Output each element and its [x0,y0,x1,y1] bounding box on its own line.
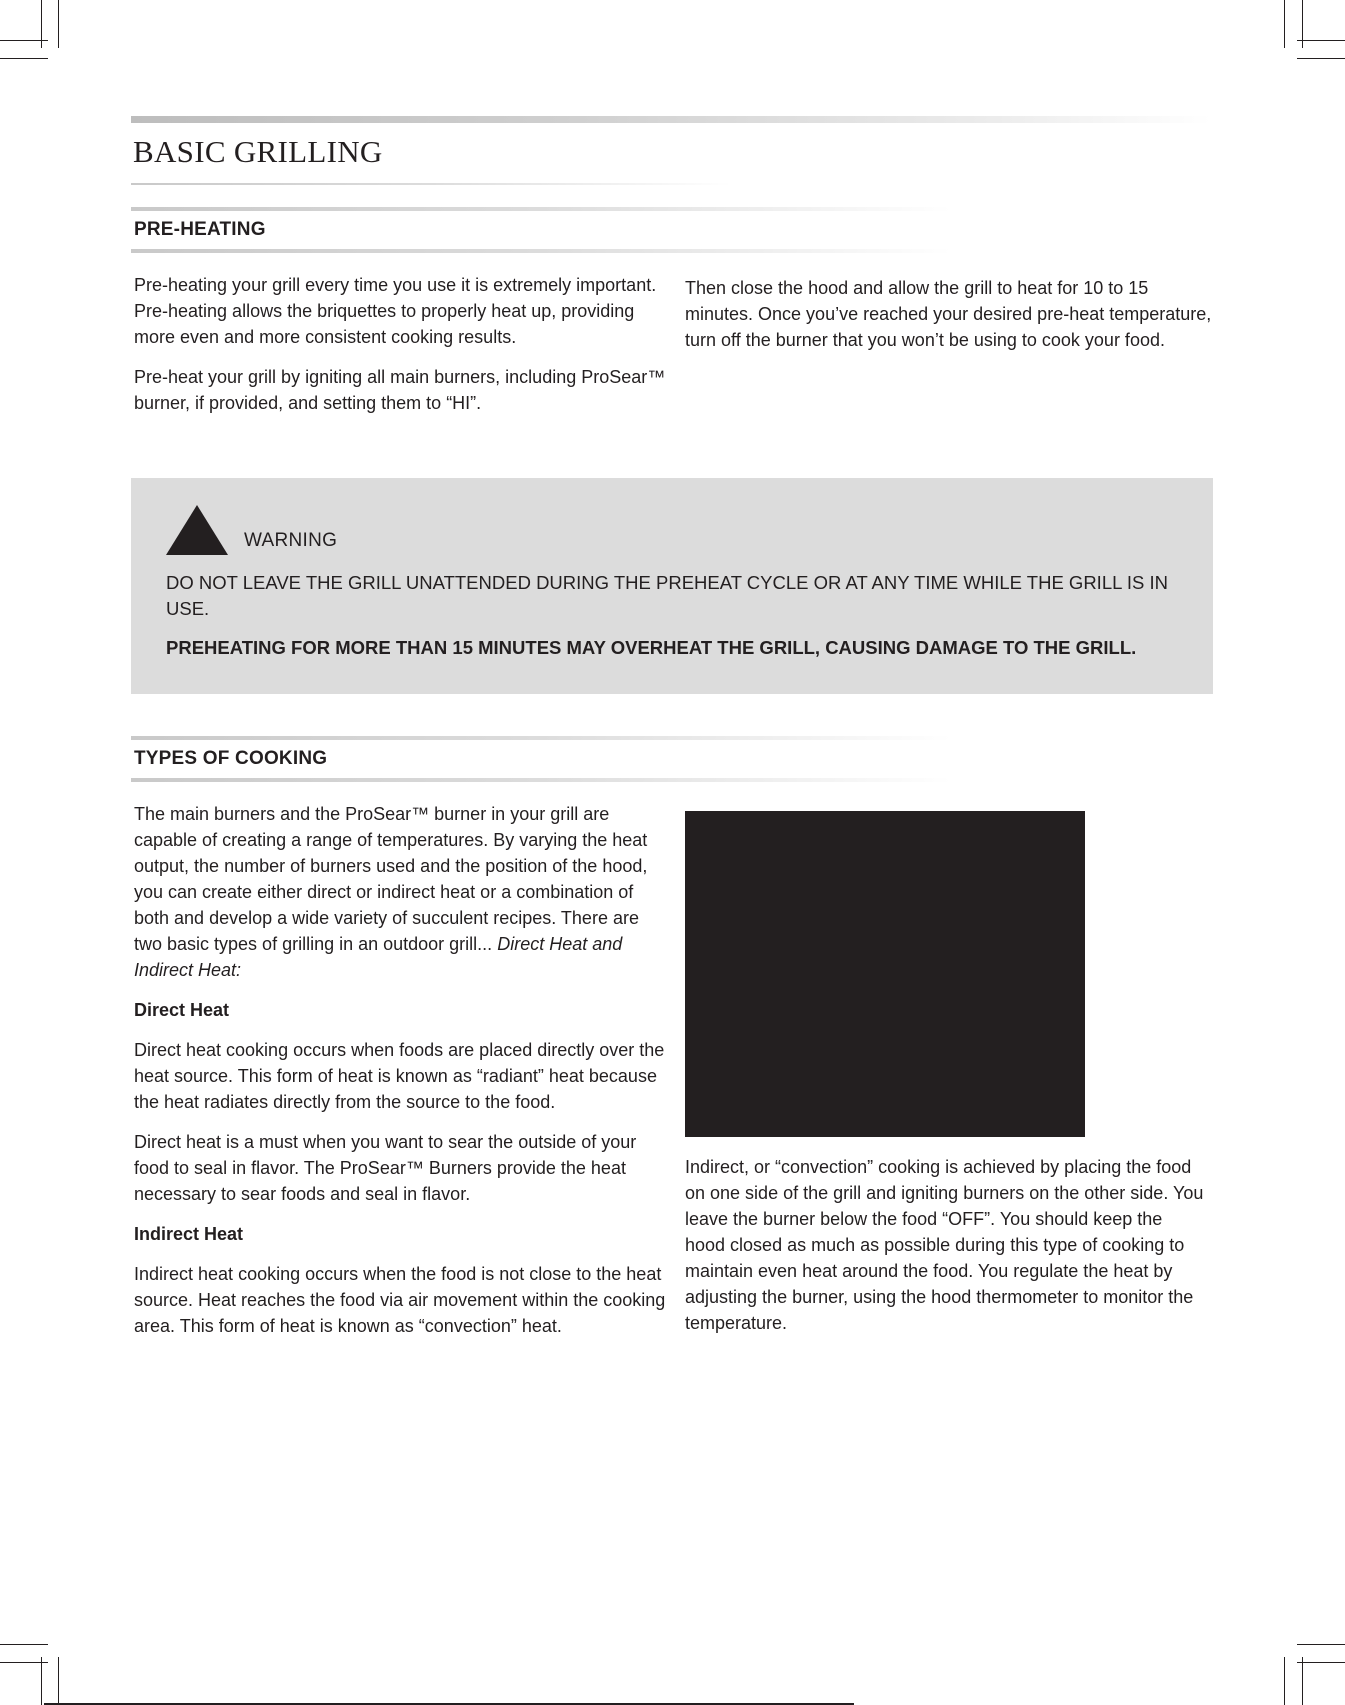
section-rule [131,207,951,211]
paragraph: Direct heat cooking occurs when foods are placed directly over the heat source. This form of heat is known as “radiant” heat because the heat radiates directly from the source to the food. [134,1040,665,1112]
crop-mark [41,1657,42,1705]
preheating-right-column [685,275,1215,367]
crop-mark [0,58,48,59]
crop-mark [58,0,59,48]
preheating-left-column [134,272,669,430]
warning-label: WARNING [244,530,338,551]
types-right-column [685,1154,1205,1350]
crop-mark [0,1644,48,1645]
title-rule-bottom [131,183,731,185]
title-rule-top [131,116,1211,123]
section-rule [131,249,951,253]
crop-mark [1297,40,1345,41]
warning-triangle-icon [164,503,230,557]
warning-box [131,478,1213,694]
crop-mark [1297,1662,1345,1663]
indirect-heat-heading: Indirect Heat [134,1224,244,1244]
direct-heat-heading: Direct Heat [134,1000,230,1020]
preheating-heading: PRE-HEATING [134,219,266,240]
section-rule [131,778,951,782]
paragraph [134,801,669,983]
types-heading: TYPES OF COOKING [134,748,328,769]
warning-text: DO NOT LEAVE THE GRILL UNATTENDED DURING THE PREHEAT CYCLE OR AT ANY TIME WHILE THE GRILL IS IN USE. [166,572,1168,619]
paragraph: Indirect heat cooking occurs when the food is not close to the heat source. Heat reaches the food via air movement within the cooking area. This form of heat is known as “convection” heat. [134,1264,666,1336]
paragraph: Indirect, or “convection” cooking is achieved by placing the food on one side of the grill and igniting burners on the other side. You leave the burner below the food “OFF”. You should keep the hood closed as much as possible during this type of cooking to maintain even heat around the food. You regulate the heat by adjusting the burner, using the hood thermometer to monitor the temperature. [685,1157,1204,1333]
types-left-column [134,801,669,1353]
crop-mark [0,1662,48,1663]
intro-text: The main burners and the ProSear™ burner in your grill are capable of creating a range of temperatures. By varying the heat output, the number of burners used and the position of the hood, you can create either direct or indirect heat or a combination of both and develop a wide variety of succulent recipes. There are two basic types of grilling in an outdoor grill... [134,804,648,954]
page-title: BASIC GRILLING [133,134,383,169]
crop-mark [1284,0,1285,48]
intro-italic: Direct Heat and Indirect Heat: [134,934,623,980]
paragraph: Pre-heating your grill every time you use it is extremely important. Pre-heating allows the briquettes to properly heat up, providing more even and more consistent cooking results. [134,275,657,347]
crop-mark [58,1657,59,1705]
illustration-placeholder [685,811,1085,1137]
paragraph: Direct heat is a must when you want to sear the outside of your food to seal in flavor. The ProSear™ Burners provide the heat necessary to sear foods and seal in flavor. [134,1132,637,1204]
crop-mark [1302,1657,1303,1705]
section-rule [131,736,951,740]
paragraph: Then close the hood and allow the grill to heat for 10 to 15 minutes. Once you’ve reached your desired pre-heat temperature, turn off the burner that you won’t be using to cook your food. [685,278,1212,350]
warning-bold-text: PREHEATING FOR MORE THAN 15 MINUTES MAY OVERHEAT THE GRILL, CAUSING DAMAGE TO THE GRILL. [166,637,1137,658]
paragraph: Pre-heat your grill by igniting all main burners, including ProSear™ burner, if provided, and setting them to “HI”. [134,367,666,413]
crop-mark [1297,58,1345,59]
crop-mark [1297,1644,1345,1645]
crop-mark [1284,1657,1285,1705]
crop-mark [0,40,48,41]
